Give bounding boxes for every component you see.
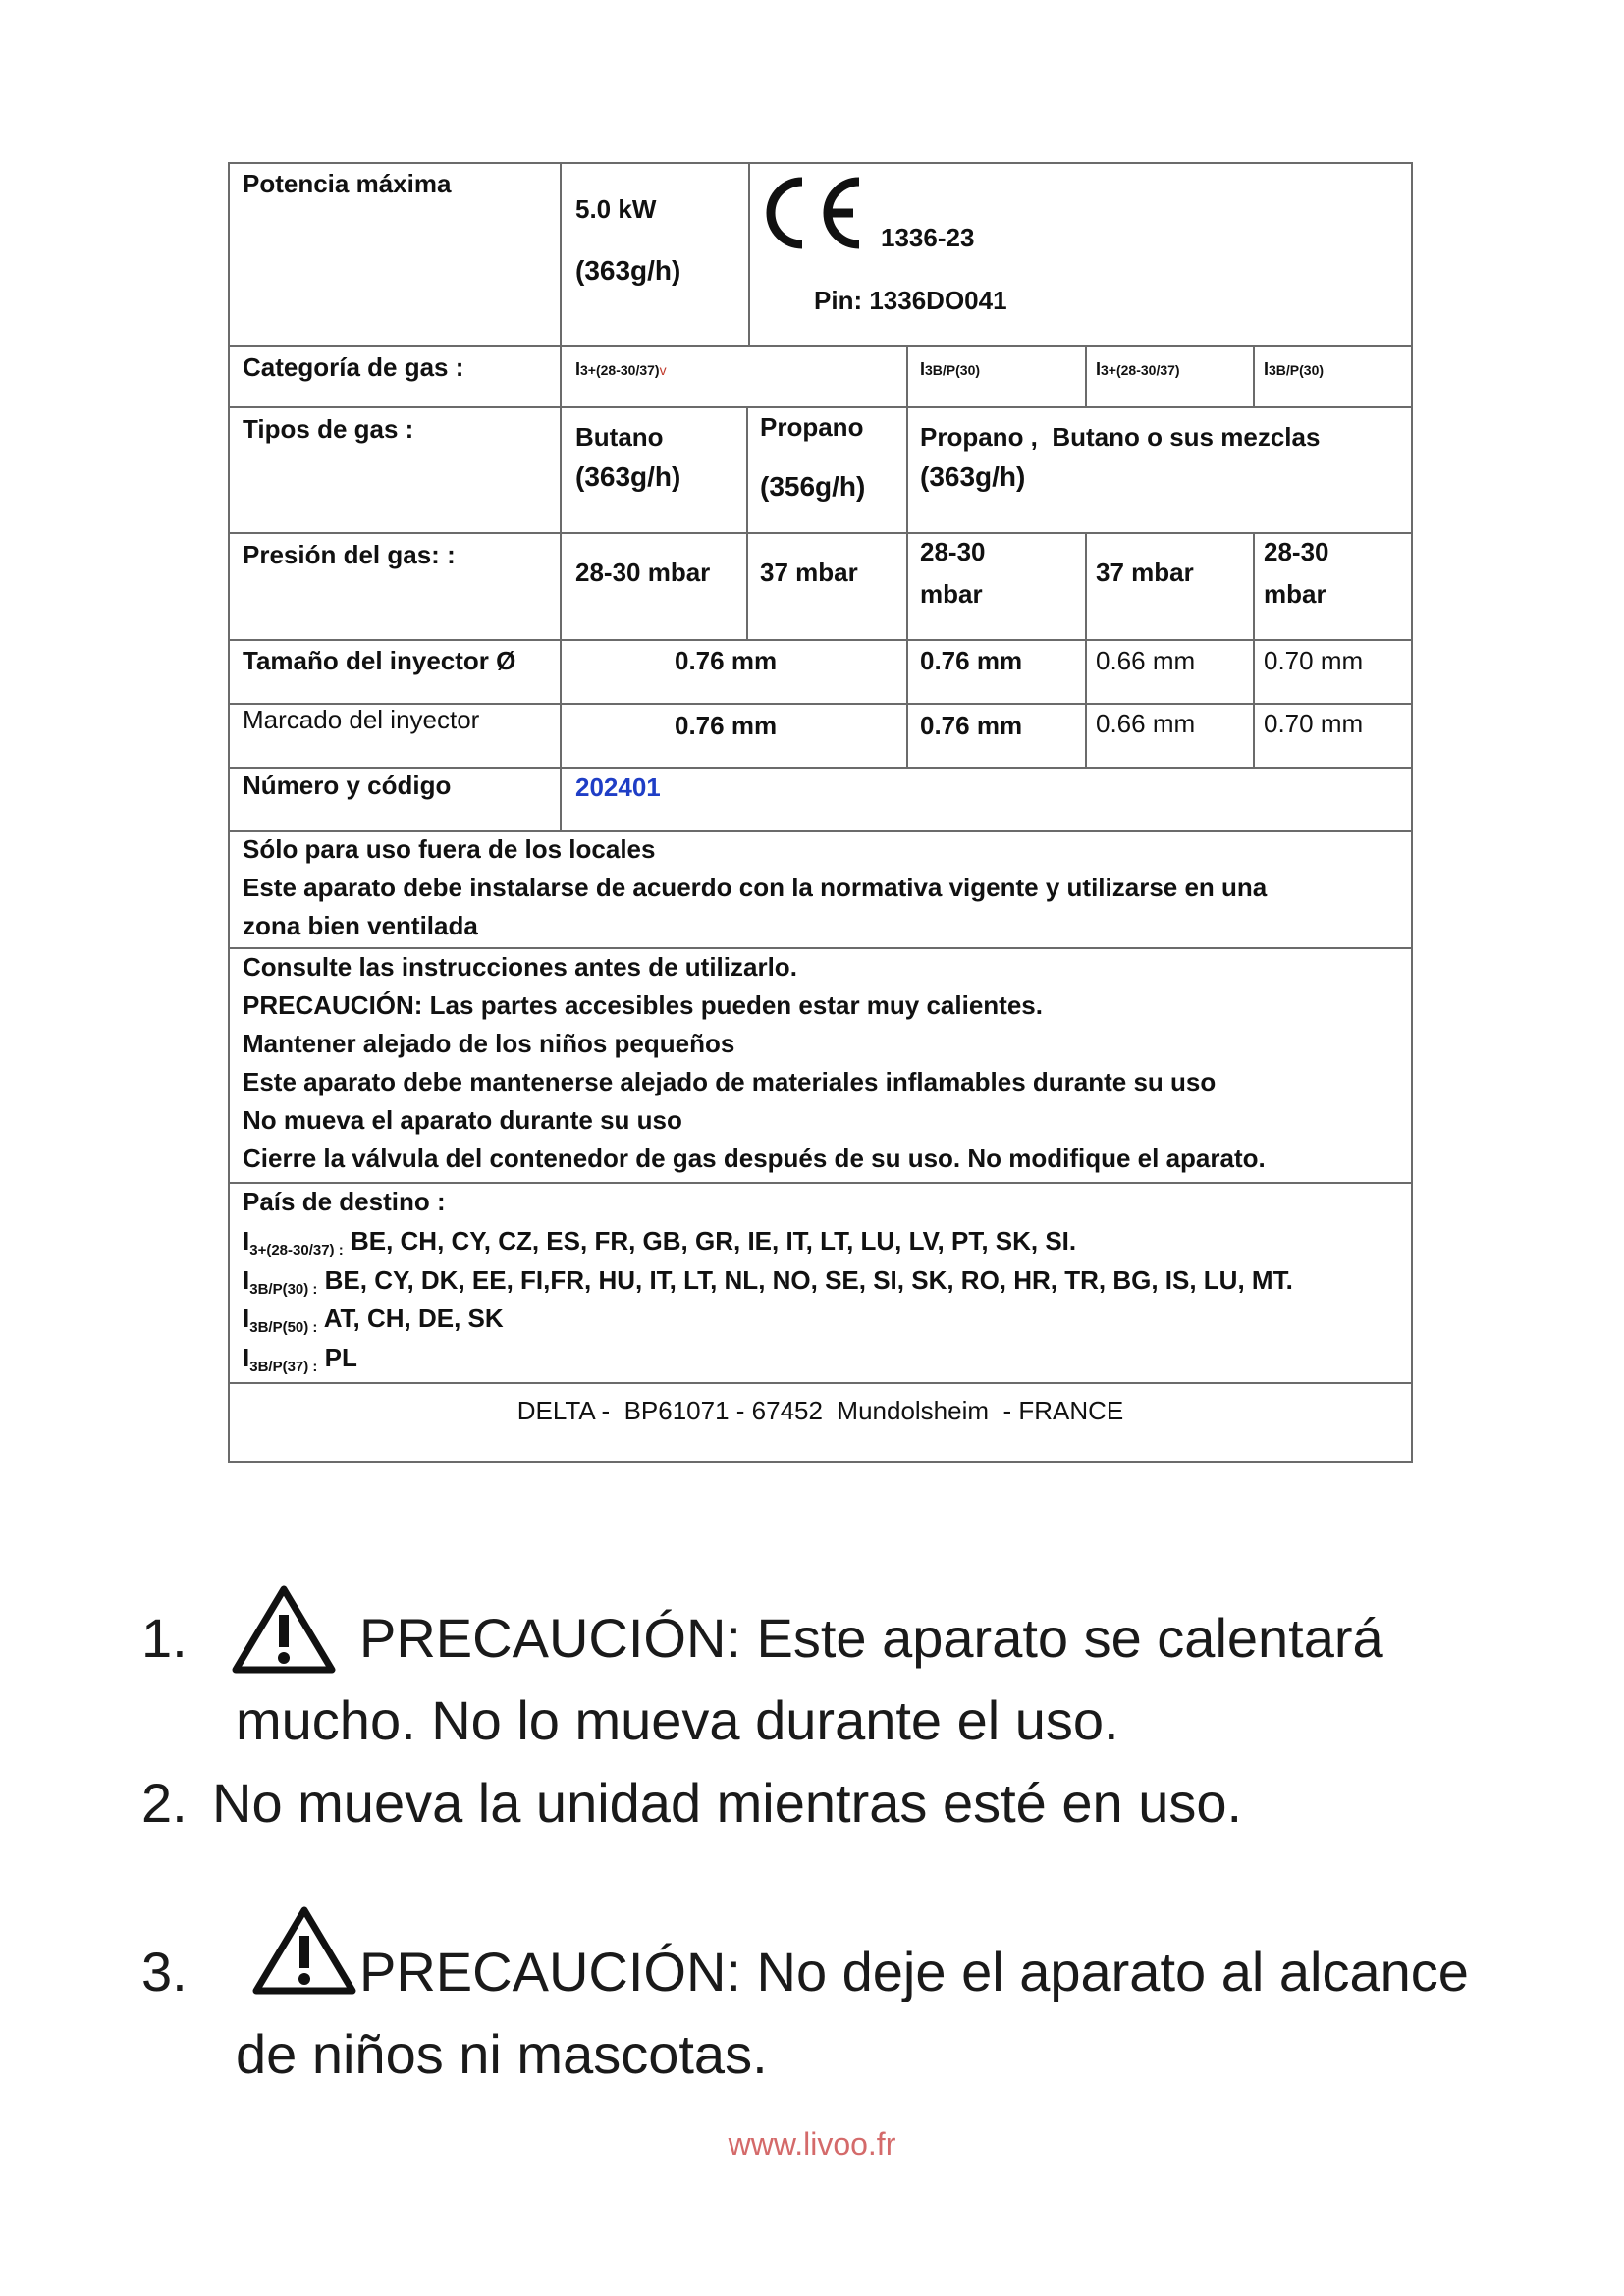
power-label: Potencia máxima xyxy=(243,169,452,198)
warning-triangle-icon xyxy=(230,1583,338,1677)
injector-size-value: 0.70 mm xyxy=(1264,646,1364,675)
gas-type-propano: Propano xyxy=(760,412,864,442)
ce-number: 1336-23 xyxy=(881,223,975,252)
pressure-value: 28-30 mbar xyxy=(575,558,711,587)
pressure-value: 37 mbar xyxy=(760,558,858,587)
injector-size-value: 0.66 mm xyxy=(1096,646,1196,675)
gas-category-2: I3B/P(30) xyxy=(920,359,981,379)
list-number-2: 2. xyxy=(141,1772,188,1834)
gas-type-butano-rate: (363g/h) xyxy=(575,461,681,492)
warning-line: Este aparato debe mantenerse alejado de materiales inflamables durante su uso xyxy=(243,1067,1217,1096)
destination-row: $I_{3B/P(50) :}$ AT, CH, DE, SK xyxy=(243,1304,504,1336)
list-number-1: 1. xyxy=(141,1607,188,1669)
instruction-2-line-1: No mueva la unidad mientras esté en uso. xyxy=(212,1772,1243,1834)
instruction-3-line-1: PRECAUCIÓN: No deje el aparato al alcance xyxy=(359,1941,1469,2002)
pressure-unit: mbar xyxy=(920,579,983,609)
power-value: 5.0 kW xyxy=(575,194,657,224)
gas-category-4: I3B/P(30) xyxy=(1264,359,1325,379)
injector-size-value: 0.76 mm xyxy=(920,646,1023,675)
gas-type-mix-rate: (363g/h) xyxy=(920,461,1026,492)
injector-mark-value: 0.76 mm xyxy=(920,711,1023,740)
footer-url[interactable]: www.livoo.fr xyxy=(728,2126,896,2162)
destination-row: $I_{3B/P(30) :}$ BE, CY, DK, EE, FI,FR, HU, IT, LT, NL, NO, SE, SI, SK, RO, HR, TR, BG, IS, LU, MT. xyxy=(243,1265,1293,1298)
injector-mark-value: 0.66 mm xyxy=(1096,709,1196,738)
destination-row: $I_{3+(28-30/37) :}$ BE, CH, CY, CZ, ES, FR, GB, GR, IE, IT, LT, LU, LV, PT, SK, SI. xyxy=(243,1226,1077,1258)
warning-line: PRECAUCIÓN: Las partes accesibles pueden estar muy calientes. xyxy=(243,990,1043,1020)
warning-line: No mueva el aparato durante su uso xyxy=(243,1105,682,1135)
injector-size-value: 0.76 mm xyxy=(675,646,778,675)
gas-type-butano: Butano xyxy=(575,422,664,452)
gas-type-propano-rate: (356g/h) xyxy=(760,471,866,502)
notice-line: zona bien ventilada xyxy=(243,911,478,940)
notice-line: Este aparato debe instalarse de acuerdo con la normativa vigente y utilizarse en una xyxy=(243,873,1268,902)
manufacturer-address: DELTA - BP61071 - 67452 Mundolsheim - FRANCE xyxy=(516,1396,1124,1425)
code-value: 202401 xyxy=(575,773,661,802)
warning-line: Mantener alejado de los niños pequeños xyxy=(243,1029,735,1058)
list-number-3: 3. xyxy=(141,1941,188,2002)
injector-mark-value: 0.76 mm xyxy=(675,711,778,740)
pressure-value: 37 mbar xyxy=(1096,558,1194,587)
pressure-value: 28-30 xyxy=(1264,537,1329,566)
warning-triangle-icon xyxy=(250,1904,358,1998)
gas-types-label: Tipos de gas : xyxy=(243,414,414,444)
gas-category-3: I3+(28-30/37) xyxy=(1096,359,1180,379)
warning-line: Cierre la válvula del contenedor de gas después de su uso. No modifique el aparato. xyxy=(243,1144,1266,1173)
injector-mark-label: Marcado del inyector xyxy=(243,705,480,734)
ce-mark-icon xyxy=(759,170,877,254)
ce-pin: Pin: 1336DO041 xyxy=(814,286,1007,315)
notice-line: Sólo para uso fuera de los locales xyxy=(243,834,656,864)
rating-plate xyxy=(228,162,1413,1463)
power-rate: (363g/h) xyxy=(575,255,681,286)
pressure-unit: mbar xyxy=(1264,579,1326,609)
injector-size-label: Tamaño del inyector Ø xyxy=(243,646,516,675)
gas-type-mix: Propano , Butano o sus mezclas xyxy=(920,422,1321,452)
pressure-label: Presión del gas: : xyxy=(243,540,456,569)
instruction-1-line-1: PRECAUCIÓN: Este aparato se calentará xyxy=(359,1607,1383,1669)
gas-category-1: I3+(28-30/37)v xyxy=(575,359,667,379)
code-label: Número y código xyxy=(243,771,452,800)
destination-label: País de destino : xyxy=(243,1187,446,1216)
destination-row: $I_{3B/P(37) :}$ PL xyxy=(243,1343,357,1375)
instruction-3-line-2: de niños ni mascotas. xyxy=(236,2023,768,2085)
instruction-1-line-2: mucho. No lo mueva durante el uso. xyxy=(236,1689,1119,1751)
warning-line: Consulte las instrucciones antes de utilizarlo. xyxy=(243,952,797,982)
gas-category-label: Categoría de gas : xyxy=(243,352,464,382)
injector-mark-value: 0.70 mm xyxy=(1264,709,1364,738)
pressure-value: 28-30 xyxy=(920,537,986,566)
